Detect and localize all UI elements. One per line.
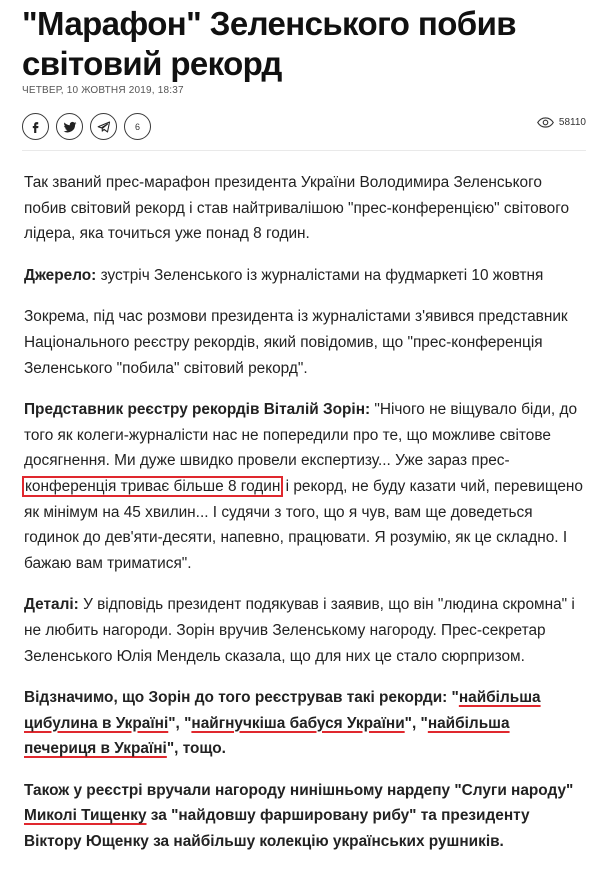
facebook-share-button[interactable] <box>22 113 49 140</box>
quote-text-end: і рекорд, не буду казати чий, перевищено як мінімум на 45 хвилин... І судячи з того, що я чув, вам ще доведеться годинок до дев'яти-десяти, напевно, працювати. Я розумію, як це складно. І бажаю вам триматися". <box>24 477 583 572</box>
views-counter <box>537 117 586 128</box>
paragraph-context: Зокрема, під час розмови президента із журналістами з'явився представник Національного реєстру рекордів, який повідомив, що "прес-конференція Зеленського "побила" світовий рекорд". <box>24 308 568 377</box>
records-intro: Відзначимо, що Зорін до того реєстрував такі рекорди: " <box>24 689 459 707</box>
divider <box>22 150 586 151</box>
record-link-onion[interactable]: найбільша цибулина в Україні <box>24 689 541 732</box>
share-bar <box>22 113 151 140</box>
source-label: Джерело: <box>24 266 97 284</box>
person-link-tyshchenko[interactable]: Миколі Тищенку <box>24 807 147 825</box>
record-link-mushroom[interactable]: найбільша печериця в Україні <box>24 714 510 758</box>
facebook-icon <box>29 120 42 133</box>
eye-icon <box>537 117 554 128</box>
records-sep-1: ", " <box>168 714 192 732</box>
paragraph-quote <box>24 397 584 576</box>
awards-end: за "найдовшу фаршировану рибу" та президенту Віктору Ющенку за найбільшу колекцію українських рушників. <box>24 807 530 851</box>
quote-speaker: Представник реєстру рекордів Віталій Зорін: <box>24 401 371 419</box>
awards-intro: Також у реєстрі вручали нагороду нинішньому нардепу "Слуги народу" <box>24 781 574 799</box>
paragraph-records <box>24 685 584 762</box>
paragraph-awards <box>24 778 584 855</box>
paragraph-details <box>24 592 584 669</box>
paragraph-source <box>24 263 584 289</box>
quote-text-start: "Нічого не віщувало біди, до того як колеги-журналісти нас не попередили про те, що можливе світове досягнення. Ми дуже швидко провели експертизу... Уже зараз прес- <box>24 401 578 470</box>
details-label: Деталі: <box>24 596 79 614</box>
telegram-share-button[interactable] <box>90 113 117 140</box>
twitter-icon <box>63 120 77 134</box>
records-sep-2: ", " <box>404 714 428 732</box>
record-link-grandma[interactable]: найгнучкіша бабуся України <box>191 714 405 732</box>
highlighted-quote: конференція триває більше 8 годин <box>25 477 281 495</box>
details-text: У відповідь президент подякував і заявив, що він "людина скромна" і не любить нагороди. Зорін вручив Зеленському нагороду. Прес-секретар Зеленського Юлія Мендель сказала, що для них це стало сюрпризом. <box>24 596 575 665</box>
article-body <box>24 170 584 871</box>
records-end: ", тощо. <box>166 740 226 758</box>
source-text: зустріч Зеленського із журналістами на фудмаркеті 10 жовтня <box>96 266 544 284</box>
telegram-icon <box>97 120 111 134</box>
views-count: 58110 <box>558 117 586 128</box>
article-date: ЧЕТВЕР, 10 ЖОВТНЯ 2019, 18:37 <box>22 85 184 96</box>
paragraph-intro: Так званий прес-марафон президента України Володимира Зеленського побив світовий рекорд і став найтривалішою "прес-конференцією" світового лідера, яка точиться уже понад 8 годин. <box>24 174 570 243</box>
comments-button[interactable] <box>124 113 151 140</box>
comments-count: 6 <box>134 121 140 132</box>
twitter-share-button[interactable] <box>56 113 83 140</box>
article-title: "Марафон" Зеленського побив світовий рекорд <box>22 5 516 82</box>
